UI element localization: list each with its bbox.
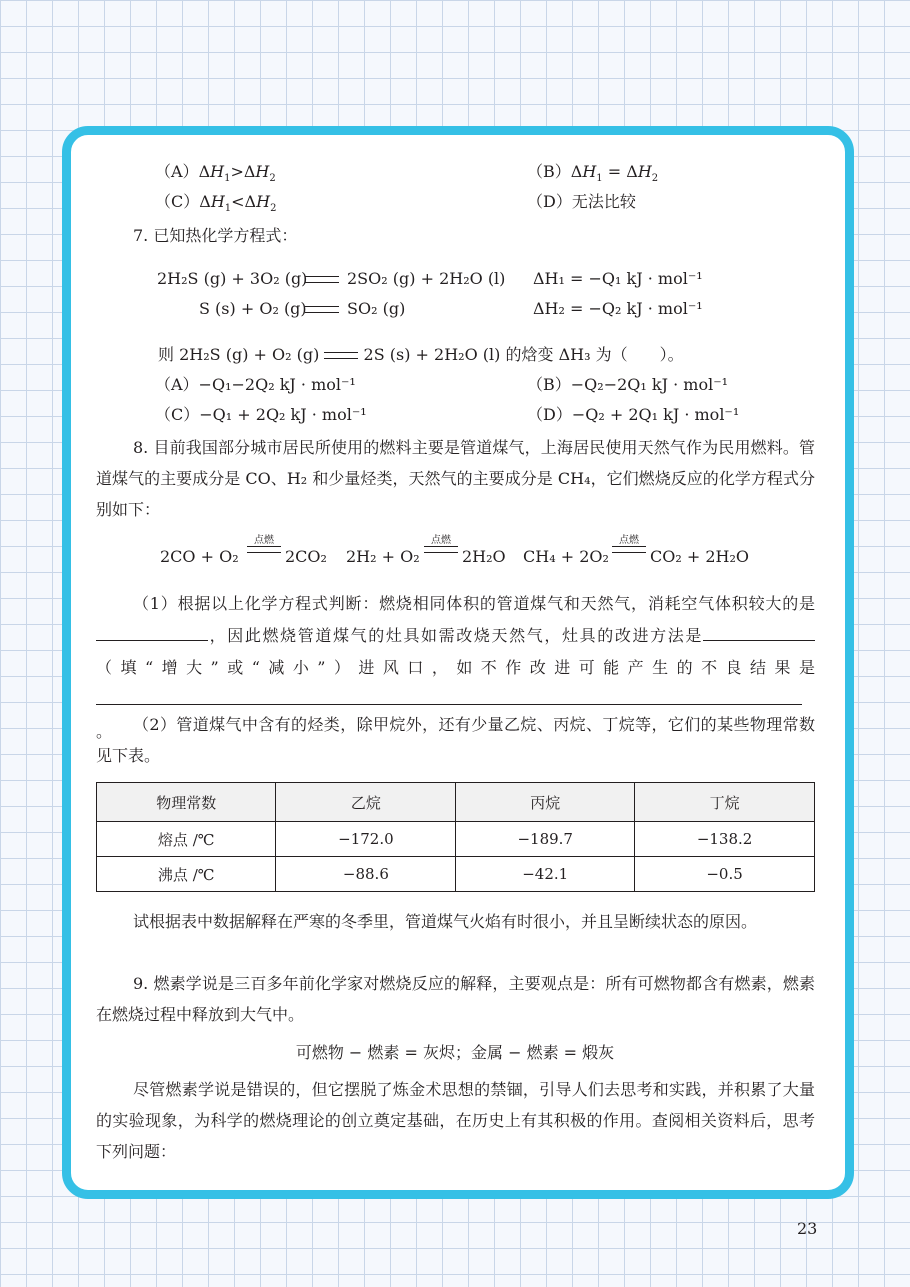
q9-body: 尽管燃素学说是错误的，但它摆脱了炼金术思想的禁锢，引导人们去思考和实践，并积累了大量的实验现象，为科学的燃烧理论的创立奠定基础，在历史上有其积极的作用。查阅相关资料后，思考下列问题： [96, 1080, 815, 1161]
q9-formula: 可燃物 − 燃素 = 灰烬；金属 − 燃素 = 煅灰 [295, 1043, 615, 1062]
q8-part2: （2）管道煤气中含有的烃类，除甲烷外，还有少量乙烷、丙烷、丁烷等，它们的某些物理常数见下表。 [96, 715, 815, 765]
table-header-cell: 乙烷 [276, 783, 456, 822]
option-7c: （C）−Q₁ + 2Q₂ kJ · mol⁻¹ [155, 405, 367, 424]
option-6c: $(C)\Delta H_1<\Delta H_2$ [155, 192, 277, 215]
q7-eq1-dh: ΔH₁ = −Q₁ kJ · mol⁻¹ [533, 269, 703, 288]
question-9-intro: 9. 燃素学说是三百多年前化学家对燃烧反应的解释，主要观点是：所有可燃物都含有燃素，燃素在燃烧过程中释放到大气中。 [96, 974, 815, 1024]
option-7a: （A）−Q₁−2Q₂ kJ · mol⁻¹ [155, 375, 356, 394]
q8-part1: （1）根据以上化学方程式判断：燃烧相同体积的管道煤气和天然气，消耗空气体积较大的是，因此燃烧管道煤气的灶具如需改烧天然气，灶具的改进方法是（填“增大”或“减小”）进风口，如不作改进可能产生的不良结果是。 [96, 594, 815, 741]
table-header-cell: 丁烷 [635, 783, 815, 822]
q8-eq-c-lhs: CH₄ + 2O₂ [523, 547, 609, 566]
q7-ask: 则 2H₂S (g) + O₂ (g) 2S (s) + 2H₂O (l) 的焓变 ΔH₃ 为（ ）。 [158, 345, 684, 364]
option-6d: （D）无法比较 [527, 192, 636, 211]
option-6b: $(B)\Delta H_1 = \Delta H_2$ [527, 162, 659, 185]
q7-eq2-rhs: SO₂ (g) [347, 299, 406, 318]
q8-eq-b-rhs: 2H₂O [462, 547, 506, 566]
q8-eq-a-lhs: 2CO + O₂ [160, 547, 239, 566]
q7-eq2-arrow [305, 298, 339, 320]
q8-eq-a-rhs: 2CO₂ [285, 547, 327, 566]
q8-eq-b-lhs: 2H₂ + O₂ [346, 547, 420, 566]
option-6a: $(A)\Delta H_1>\Delta H_2$ [155, 162, 276, 185]
q8-part2-question: 试根据表中数据解释在严寒的冬季里，管道煤气火焰有时很小，并且呈断续状态的原因。 [133, 912, 758, 931]
table-cell: −189.7 [456, 822, 635, 857]
table-cell: −0.5 [635, 857, 815, 892]
answer-blank-2[interactable] [703, 624, 815, 641]
q7-eq1-lhs: 2H₂S (g) + 3O₂ (g) [157, 269, 308, 288]
table-cell: 沸点 /℃ [97, 857, 276, 892]
table-cell: −42.1 [456, 857, 635, 892]
q7-eq2-lhs: S (s) + O₂ (g) [199, 299, 307, 318]
q8-eq-b-arrow: 点燃 [424, 536, 458, 553]
q7-eq1-arrow [305, 268, 339, 290]
answer-blank-1[interactable] [96, 624, 208, 641]
table-cell: −138.2 [635, 822, 815, 857]
table-cell: −88.6 [276, 857, 456, 892]
table-header-cell: 物理常数 [97, 783, 276, 822]
table-header-cell: 丙烷 [456, 783, 635, 822]
question-7-stem: 7. 已知热化学方程式： [133, 226, 298, 245]
page-number: 23 [797, 1219, 818, 1238]
q8-eq-a-arrow: 点燃 [247, 536, 281, 553]
option-7d: （D）−Q₂ + 2Q₁ kJ · mol⁻¹ [527, 405, 740, 424]
q7-eq1-rhs: 2SO₂ (g) + 2H₂O (l) [347, 269, 506, 288]
q8-eq-c-rhs: CO₂ + 2H₂O [650, 547, 750, 566]
q7-eq2-dh: ΔH₂ = −Q₂ kJ · mol⁻¹ [533, 299, 703, 318]
table-cell: 熔点 /℃ [97, 822, 276, 857]
table-header-row [97, 783, 815, 822]
question-8-intro: 8. 目前我国部分城市居民所使用的燃料主要是管道煤气，上海居民使用天然气作为民用燃料。管道煤气的主要成分是 CO、H₂ 和少量烃类，天然气的主要成分是 CH₄，它们燃烧反应的化学方程式分别如下： [96, 438, 815, 519]
q8-eq-c-arrow: 点燃 [612, 536, 646, 553]
table-row [97, 857, 815, 892]
table-cell: −172.0 [276, 822, 456, 857]
option-7b: （B）−Q₂−2Q₁ kJ · mol⁻¹ [527, 375, 729, 394]
table-row [97, 822, 815, 857]
answer-blank-3[interactable] [96, 688, 802, 705]
physical-constants-table [96, 782, 815, 892]
